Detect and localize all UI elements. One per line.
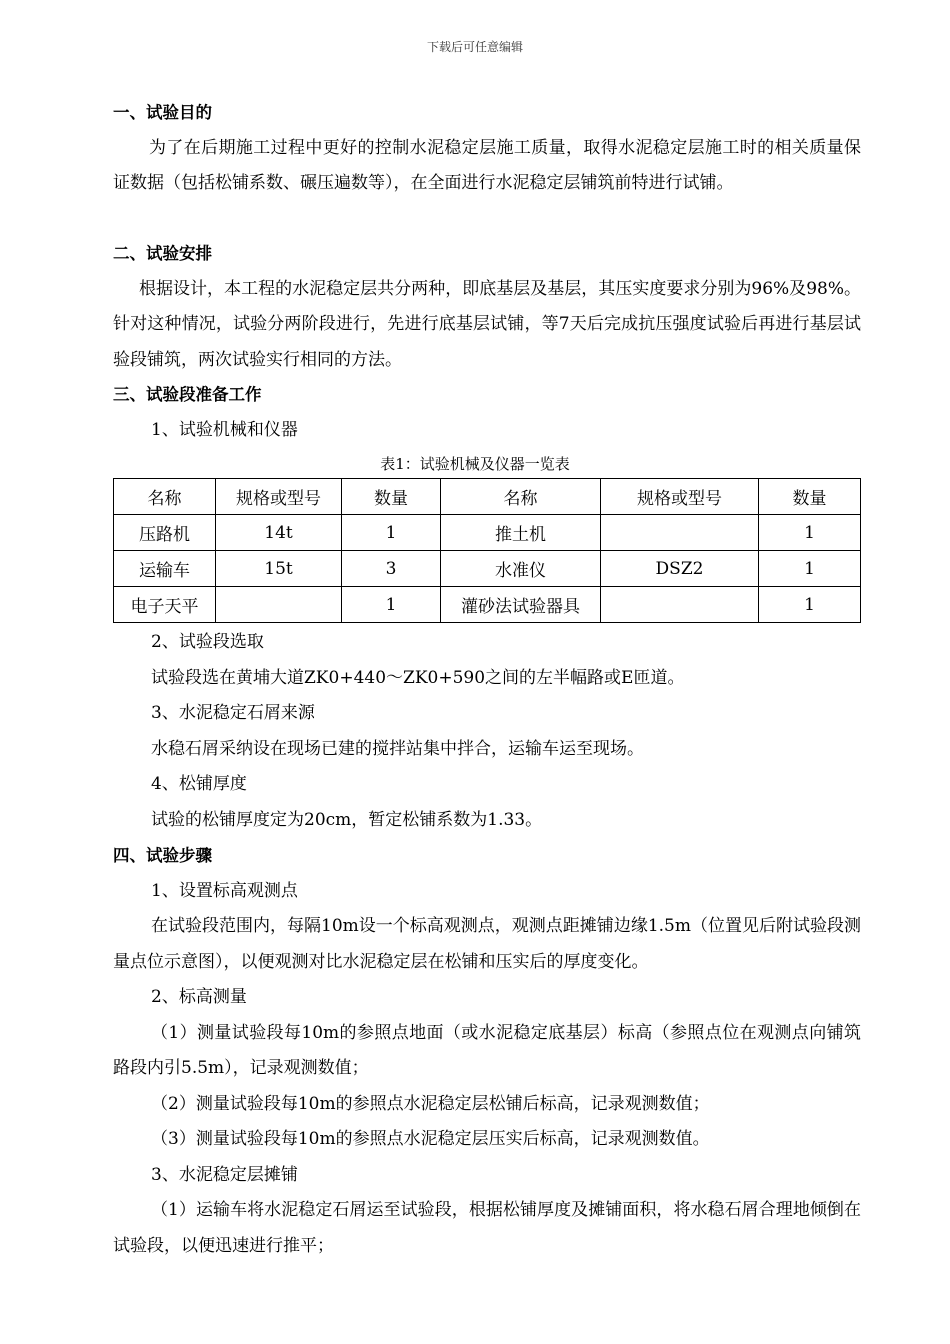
table-header-row bbox=[114, 479, 861, 515]
table-cell: 电子天平 bbox=[114, 587, 216, 623]
section-steps bbox=[113, 838, 861, 1264]
section-title: 二、试验安排 bbox=[113, 244, 212, 263]
table-header: 数量 bbox=[759, 479, 861, 515]
subheading: 2、标高测量 bbox=[151, 987, 247, 1007]
subheading: 2、试验段选取 bbox=[151, 632, 264, 652]
paragraph: 为了在后期施工过程中更好的控制水泥稳定层施工质量，取得水泥稳定层施工时的相关质量保证数据（包括松铺系数、碾压遍数等），在全面进行水泥稳定层铺筑前特进行试铺。 bbox=[113, 137, 861, 193]
table-cell: 15t bbox=[216, 551, 342, 587]
section-preparation-continued bbox=[113, 625, 861, 838]
table-cell: DSZ2 bbox=[601, 551, 759, 587]
section-preparation bbox=[113, 377, 861, 448]
page-header: 下载后可任意编辑 bbox=[426, 40, 523, 54]
table-cell: 14t bbox=[216, 515, 342, 551]
paragraph: 试验段选在黄埔大道ZK0+440～ZK0+590之间的左半幅路或E匝道。 bbox=[151, 667, 685, 688]
paragraph: 在试验段范围内，每隔10m设一个标高观测点，观测点距摊铺边缘1.5m（位置见后附试验段测量点位示意图），以便观测对比水泥稳定层在松铺和压实后的厚度变化。 bbox=[113, 916, 861, 972]
paragraph: 试验的松铺厚度定为20cm，暂定松铺系数为1.33。 bbox=[151, 809, 543, 830]
subheading: 4、松铺厚度 bbox=[151, 774, 247, 794]
table-header: 名称 bbox=[114, 479, 216, 515]
table-cell: 3 bbox=[342, 551, 441, 587]
paragraph: （1）运输车将水泥稳定石屑运至试验段，根据松铺厚度及摊铺面积，将水稳石屑合理地倾倒在试验段，以便迅速进行推平； bbox=[113, 1200, 861, 1256]
table-header: 规格或型号 bbox=[216, 479, 342, 515]
section-title: 三、试验段准备工作 bbox=[113, 385, 262, 404]
table-header: 规格或型号 bbox=[601, 479, 759, 515]
table-header: 名称 bbox=[441, 479, 601, 515]
table-cell: 1 bbox=[342, 515, 441, 551]
subheading: 3、水泥稳定石屑来源 bbox=[151, 703, 315, 723]
table-row bbox=[114, 587, 861, 623]
paragraph: 根据设计，本工程的水泥稳定层共分两种，即底基层及基层，其压实度要求分别为96%及98%。针对这种情况，试验分两阶段进行，先进行底基层试铺，等7天后完成抗压强度试验后再进行基层试验段铺筑，两次试验实行相同的方法。 bbox=[113, 278, 861, 370]
table-cell: 1 bbox=[759, 587, 861, 623]
table-cell: 推土机 bbox=[441, 515, 601, 551]
table-cell: 水准仪 bbox=[441, 551, 601, 587]
paragraph: （2）测量试验段每10m的参照点水泥稳定层松铺后标高，记录观测数值； bbox=[151, 1093, 710, 1114]
table-cell: 1 bbox=[759, 551, 861, 587]
paragraph: 水稳石屑采纳设在现场已建的搅拌站集中拌合，运输车运至现场。 bbox=[151, 738, 644, 759]
table-cell: 灌砂法试验器具 bbox=[441, 587, 601, 623]
table-cell bbox=[601, 515, 759, 551]
table-cell bbox=[601, 587, 759, 623]
subheading: 3、水泥稳定层摊铺 bbox=[151, 1164, 298, 1185]
table-cell: 1 bbox=[759, 515, 861, 551]
table-caption: 表1：试验机械及仪器一览表 bbox=[380, 455, 570, 473]
section-arrangement bbox=[113, 236, 861, 378]
paragraph: （3）测量试验段每10m的参照点水泥稳定层压实后标高，记录观测数值。 bbox=[151, 1129, 710, 1149]
table-header: 数量 bbox=[342, 479, 441, 515]
section-purpose bbox=[113, 95, 861, 202]
equipment-table bbox=[113, 478, 861, 623]
table-cell: 1 bbox=[342, 587, 441, 623]
section-title: 一、试验目的 bbox=[113, 103, 212, 122]
table-cell: 压路机 bbox=[114, 515, 216, 551]
table-row bbox=[114, 551, 861, 587]
section-title: 四、试验步骤 bbox=[113, 846, 212, 865]
table-row bbox=[114, 515, 861, 551]
subheading: 1、设置标高观测点 bbox=[151, 880, 298, 901]
paragraph: （1）测量试验段每10m的参照点地面（或水泥稳定底基层）标高（参照点位在观测点向铺筑路段内引5.5m），记录观测数值； bbox=[113, 1022, 861, 1078]
subheading: 1、试验机械和仪器 bbox=[151, 419, 298, 440]
table-cell: 运输车 bbox=[114, 551, 216, 587]
table-cell bbox=[216, 587, 342, 623]
